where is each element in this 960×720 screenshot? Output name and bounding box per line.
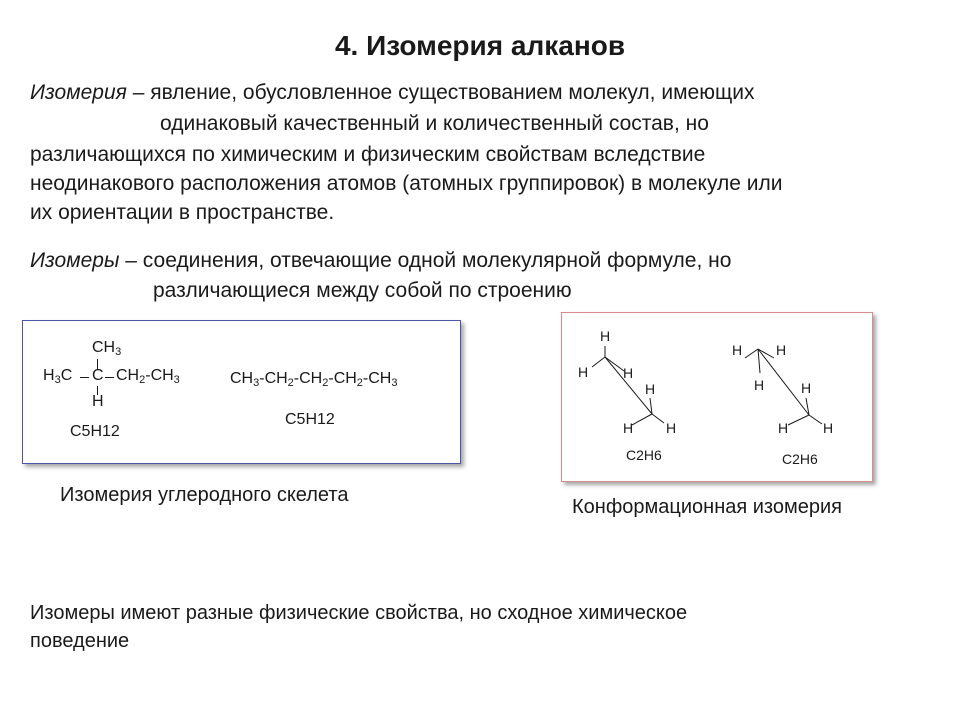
isomery-definition-line-1 bbox=[30, 245, 731, 276]
ethane-conformer-1 bbox=[578, 328, 676, 463]
atom-h: H bbox=[578, 364, 589, 380]
central-carbon: C bbox=[92, 367, 104, 384]
caption-conformational-isomerism: Конформационная изомерия bbox=[572, 496, 842, 518]
footer-line-1: Изомеры имеют разные физические свойства, но сходное химическое bbox=[30, 602, 688, 624]
ch2-ch3-chain: $CH_2-CH_3$ bbox=[116, 367, 180, 386]
h-bottom-atom: H bbox=[92, 393, 104, 410]
isomeria-term: Изомерия bbox=[30, 81, 127, 104]
atom-h: H bbox=[623, 365, 634, 381]
isomery-definition-line-2: различающиеся между собой по строению bbox=[153, 279, 572, 302]
formula-c2h6-2: C2H6 bbox=[782, 451, 818, 467]
atom-h: H bbox=[801, 380, 812, 396]
footer-line-2: поведение bbox=[30, 630, 130, 652]
atom-h: H bbox=[645, 381, 656, 397]
isomeria-text-1: – явление, обусловленное существованием молекул, имеющих bbox=[126, 81, 755, 104]
linear-pentane-formula: $CH_3-CH_2-CH_2-CH_2-CH_3$ bbox=[230, 370, 398, 389]
atom-h: H bbox=[776, 342, 787, 358]
atom-h: H bbox=[823, 420, 834, 436]
conformation-isomerism-box bbox=[561, 312, 873, 482]
linear-molecular-formula: C5H12 bbox=[285, 411, 335, 428]
isomery-term: Изомеры bbox=[30, 249, 120, 272]
atom-h: H bbox=[754, 377, 765, 393]
branched-molecular-formula: C5H12 bbox=[70, 423, 120, 440]
atom-h: H bbox=[778, 420, 789, 436]
atom-h: H bbox=[732, 342, 743, 358]
isomeria-definition-line-5: их ориентации в пространстве. bbox=[30, 201, 335, 224]
page-title: 4. Изомерия алканов bbox=[334, 30, 626, 61]
ethane-conformers-diagram bbox=[562, 313, 872, 481]
formula-c2h6-1: C2H6 bbox=[626, 447, 662, 463]
bond-right bbox=[105, 377, 114, 378]
atom-h: H bbox=[666, 420, 677, 436]
isomeria-definition-line-3: различающихся по химическим и физическим свойствам вследствие bbox=[30, 143, 706, 166]
caption-skeletal-isomerism: Изомерия углеродного скелета bbox=[60, 484, 349, 506]
isomeria-definition-line-1 bbox=[30, 77, 754, 108]
isomeria-definition-line-4: неодинакового расположения атомов (атомных группировок) в молекуле или bbox=[30, 172, 783, 195]
skeletal-isomerism-box bbox=[22, 320, 461, 464]
isomeria-definition-line-2: одинаковый качественный и количественный состав, но bbox=[160, 112, 709, 135]
ethane-conformer-2 bbox=[732, 342, 833, 467]
atom-h: H bbox=[623, 420, 634, 436]
isomery-text-1: – соединения, отвечающие одной молекулярной формуле, но bbox=[119, 249, 732, 272]
h3c-left-group: $H_3C$ bbox=[43, 367, 73, 386]
bond-left bbox=[80, 377, 89, 378]
ch3-top-group: $CH_3$ bbox=[92, 339, 122, 358]
atom-h: H bbox=[600, 328, 611, 344]
